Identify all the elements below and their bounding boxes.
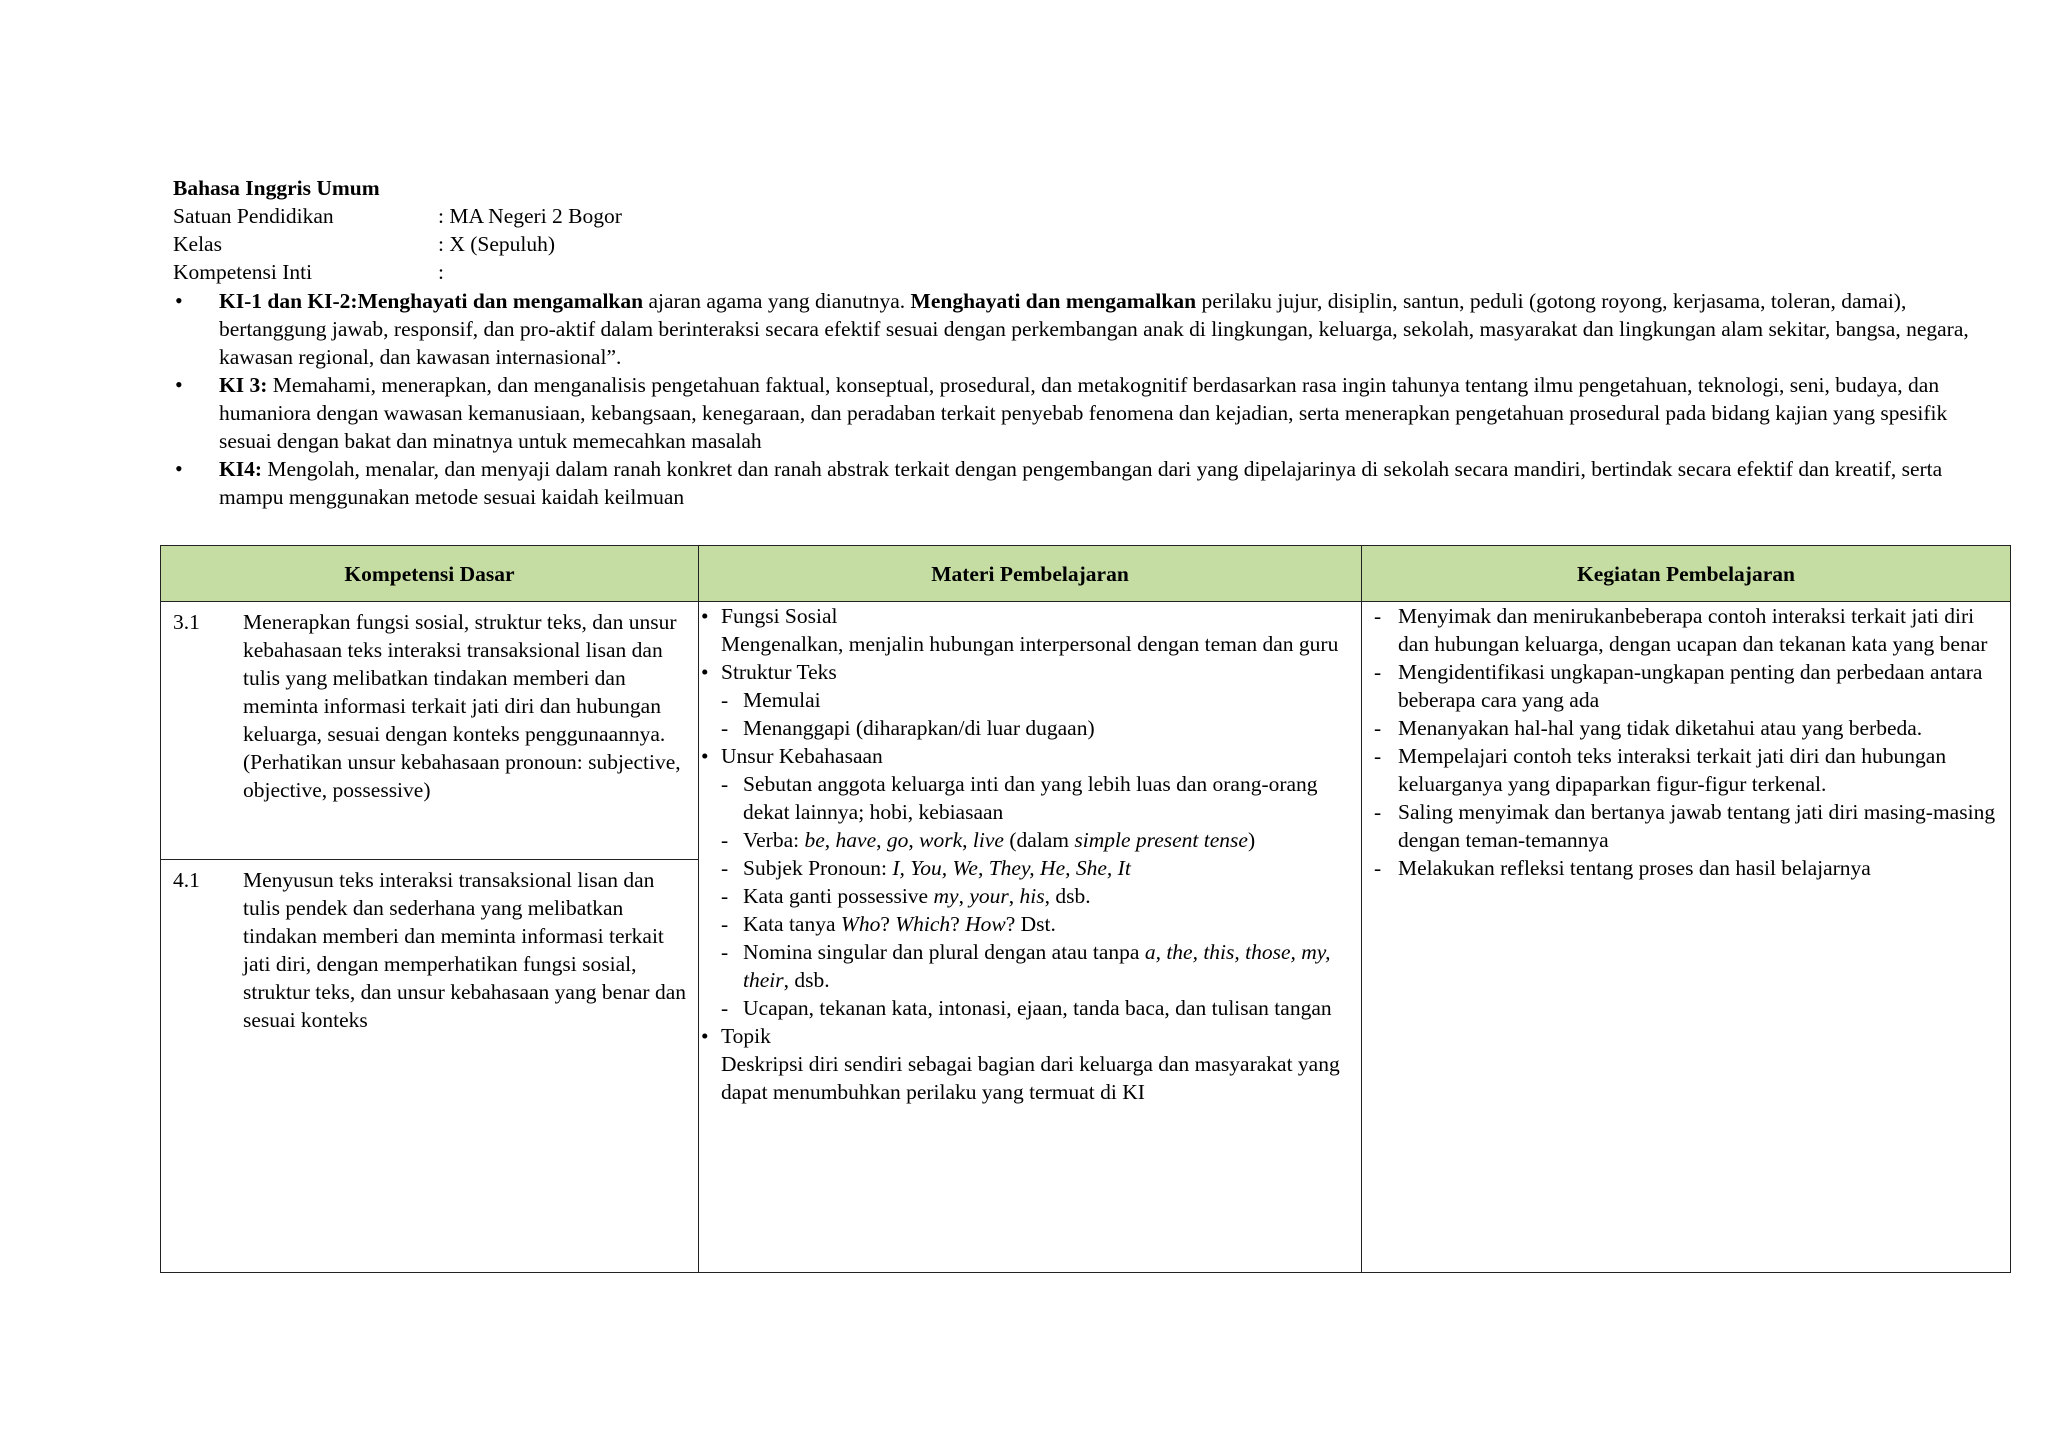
- kegiatan-cell: [1362, 602, 2011, 1273]
- header-label: Kompetensi Inti: [173, 260, 313, 284]
- kegiatan-item: - Saling menyimak dan bertanya jawab tentang jati diri masing-masing dengan teman-temannya: [1362, 798, 2010, 854]
- tanya-word: Which: [895, 912, 951, 936]
- verba-word: live: [972, 828, 1004, 852]
- kegiatan-item: - Mengidentifikasi ungkapan-ungkapan penting dan perbedaan antara beberapa cara yang ada: [1362, 658, 2010, 714]
- possessive-word: your: [969, 884, 1009, 908]
- header-row-kompetensi-inti: [173, 258, 1973, 286]
- ki-lead: KI4:: [219, 457, 262, 481]
- materi-list-item-kata-tanya: - Kata tanya Who? Which? How? Dst.: [699, 910, 1361, 938]
- materi-list-item: - Sebutan anggota keluarga inti dan yang lebih luas dan orang-orang dekat lainnya; hobi, kebiasaan: [699, 770, 1361, 826]
- kegiatan-item: - Menyimak dan menirukanbeberapa contoh interaksi terkait jati diri dan hubungan keluarga, dengan ucapan dan tekanan kata yang benar: [1362, 602, 2010, 658]
- ki-lead: KI 3:: [219, 373, 268, 397]
- kd-text: Menyusun teks interaksi transaksional lisan dan tulis pendek dan sederhana yang melibatkan tindakan memberi dan meminta informasi terkait jati diri, dengan memperhatikan fungsi sosial, struktur teks, dan unsur kebahasaan yang benar dan sesuai konteks: [243, 868, 686, 1032]
- header-row-kelas: [173, 230, 1973, 258]
- ki-text: ajaran agama yang dianutnya.: [643, 289, 911, 313]
- ki-lead: KI-1 dan KI-2:: [219, 289, 358, 313]
- table-row: [161, 602, 2011, 1273]
- table-header-row: [161, 546, 2011, 602]
- materi-list-item-nomina: [699, 938, 1361, 994]
- column-header-kompetensi-dasar: Kompetensi Dasar: [161, 546, 699, 602]
- kompetensi-dasar-cell: [161, 602, 699, 1273]
- kegiatan-item: - Melakukan refleksi tentang proses dan hasil belajarnya: [1362, 854, 2010, 882]
- possessive-suffix: , dsb.: [1044, 884, 1091, 908]
- verba-word: have: [835, 828, 877, 852]
- materi-text-fungsi-sosial: Mengenalkan, menjalin hubungan interpersonal dengan teman dan guru: [721, 632, 1339, 656]
- ki-bold-text: Menghayati dan mengamalkan: [910, 289, 1197, 313]
- subjek-list: I, You, We, They, He, She, It: [892, 856, 1131, 880]
- tanya-word: How: [965, 912, 1006, 936]
- nomina-suffix: , dsb.: [783, 968, 830, 992]
- nomina-list: a, the, this, those, my, their: [743, 940, 1331, 992]
- column-header-kegiatan: Kegiatan Pembelajaran: [1362, 546, 2011, 602]
- tanya-word: Who: [840, 912, 881, 936]
- possessive-word: his: [1019, 884, 1045, 908]
- materi-text-topik: Deskripsi diri sendiri sebagai bagian dari keluarga dan masyarakat yang dapat menumbuhkan perilaku yang termuat di KI: [721, 1052, 1340, 1104]
- verba-word: work: [919, 828, 963, 852]
- ki-bold-text: Menghayati dan mengamalkan: [357, 289, 644, 313]
- ki-text: perilaku jujur, disiplin, santun, peduli (gotong royong, kerjasama, toleran, damai), bertanggung jawab, responsif, dan pro-aktif dalam berinteraksi secara efektif sesuai dengan perkembangan anak di lingkungan, keluarga, sekolah, masyarakat dan lingkungan alam sekitar, bangsa, negara, kawasan regional, dan kawasan internasional”.: [219, 289, 1969, 369]
- materi-heading-topik: • Topik: [699, 1022, 1361, 1050]
- materi-list-item-possessive: - Kata ganti possessive my, your, his, dsb.: [699, 882, 1361, 910]
- ki-item-3: [173, 371, 1973, 455]
- document-header: [173, 174, 1973, 286]
- nomina-prefix: Nomina singular dan plural dengan atau tanpa: [743, 940, 1145, 964]
- verba-word: be: [804, 828, 825, 852]
- header-row-satuan: [173, 202, 1973, 230]
- materi-list-item: - Menanggapi (diharapkan/di luar dugaan): [699, 714, 1361, 742]
- materi-cell: [699, 602, 1362, 1273]
- ki-text: Mengolah, menalar, dan menyaji dalam ranah konkret dan ranah abstrak terkait dengan pengembangan dari yang dipelajarinya di sekolah secara mandiri, bertindak secara efektif dan kreatif, serta mampu menggunakan metode sesuai kaidah keilmuan: [219, 457, 1943, 509]
- header-value: : MA Negeri 2 Bogor: [438, 204, 622, 228]
- ki-text: Memahami, menerapkan, dan menganalisis pengetahuan faktual, konseptual, prosedural, dan metakognitif berdasarkan rasa ingin tahunya tentang ilmu pengetahuan, teknologi, seni, budaya, dan humaniora dengan wawasan kemanusiaan, kebangsaan, kenegaraan, dan peradaban terkait penyebab fenomena dan kejadian, serta menerapkan pengetahuan prosedural pada bidang kajian yang spesifik sesuai dengan bakat dan minatnya untuk memecahkan masalah: [219, 373, 1948, 453]
- kd-item-3-1: [161, 602, 698, 860]
- header-label: Satuan Pendidikan: [173, 204, 334, 228]
- kegiatan-item: - Mempelajari contoh teks interaksi terkait jati diri dan hubungan keluarganya yang dipaparkan figur-figur terkenal.: [1362, 742, 2010, 798]
- kd-text: Menerapkan fungsi sosial, struktur teks, dan unsur kebahasaan teks interaksi transaksional lisan dan tulis yang melibatkan tindakan memberi dan meminta informasi terkait jati diri dan hubungan keluarga, sesuai dengan konteks penggunaannya. (Perhatikan unsur kebahasaan pronoun: subjective, objective, possessive): [243, 610, 681, 802]
- tanya-suffix: ? Dst.: [1005, 912, 1056, 936]
- kd-item-4-1: [161, 860, 698, 1038]
- ki-item-4: [173, 455, 1973, 511]
- tanya-prefix: Kata tanya: [743, 912, 841, 936]
- materi-list-item-verba: - Verba: be, have, go, work, live (dalam simple present tense): [699, 826, 1361, 854]
- verba-prefix: Verba:: [743, 828, 805, 852]
- kd-number: 4.1: [173, 868, 200, 892]
- materi-heading-unsur-kebahasaan: • Unsur Kebahasaan: [699, 742, 1361, 770]
- verba-close: ): [1247, 828, 1256, 852]
- silabus-table: [160, 545, 2011, 1273]
- header-value: : X (Sepuluh): [438, 232, 556, 256]
- materi-list-item: - Ucapan, tekanan kata, intonasi, ejaan, tanda baca, dan tulisan tangan: [699, 994, 1361, 1022]
- kegiatan-item: - Menanyakan hal-hal yang tidak diketahui atau yang berbeda.: [1362, 714, 2010, 742]
- column-header-materi: Materi Pembelajaran: [699, 546, 1362, 602]
- possessive-word: my: [933, 884, 959, 908]
- verba-tense: simple present tense: [1074, 828, 1248, 852]
- document-title: Bahasa Inggris Umum: [173, 176, 380, 200]
- subjek-prefix: Subjek Pronoun:: [743, 856, 893, 880]
- kd-number: 3.1: [173, 610, 200, 634]
- kompetensi-inti-list: [173, 287, 1973, 511]
- materi-list-item-subjek: [699, 854, 1361, 882]
- verba-dalam: (dalam: [1003, 828, 1075, 852]
- verba-word: go: [886, 828, 909, 852]
- ki-item-1-2: [173, 287, 1973, 371]
- possessive-prefix: Kata ganti possessive: [743, 884, 934, 908]
- header-label: Kelas: [173, 232, 222, 256]
- materi-heading-struktur-teks: • Struktur Teks: [699, 658, 1361, 686]
- header-value: :: [438, 260, 444, 284]
- materi-heading-fungsi-sosial: • Fungsi Sosial: [699, 602, 1361, 630]
- materi-list-item: - Memulai: [699, 686, 1361, 714]
